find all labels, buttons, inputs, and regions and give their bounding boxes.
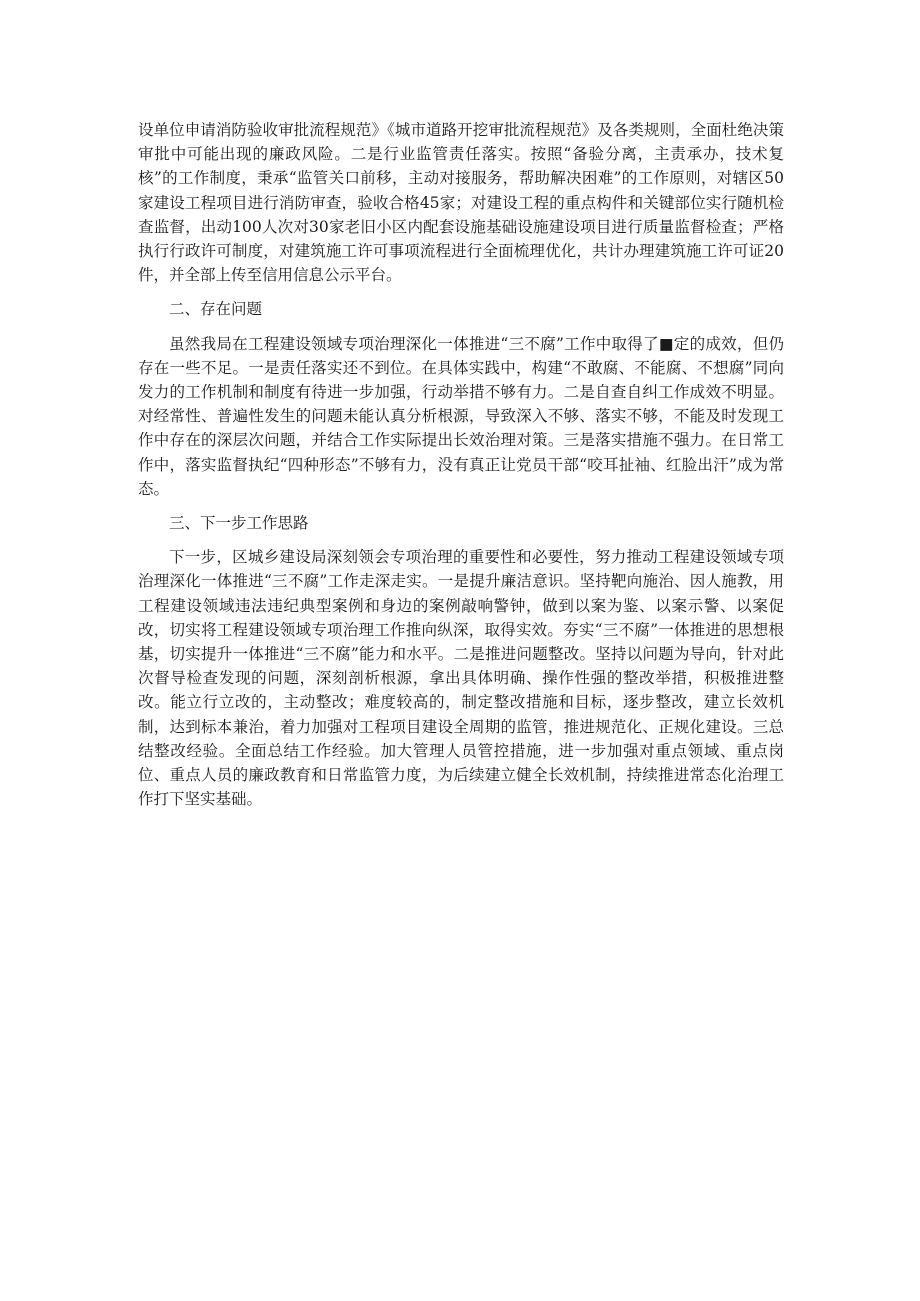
document-body (138, 118, 784, 811)
paragraph-next-steps: 下一步，区城乡建设局深刻领会专项治理的重要性和必要性，努力推动工程建设领域专项治理深化一体推进“三不腐”工作走深走实。一是提升廉洁意识。坚持靶向施治、因人施教，用工程建设领域违法违纪典型案例和身边的案例敲响警钟，做到以案为鉴、以案示警、以案促改，切实将工程建设领域专项治理工作推向纵深，取得实效。夯实“三不腐”一体推进的思想根基，切实提升一体推进“三不腐”能力和水平。二是推进问题整改。坚持以问题为导向，针对此次督导检查发现的问题，深刻剖析根源，拿出具体明确、操作性强的整改举措，积极推进整改。能立行立改的，主动整改；难度较高的，制定整改措施和目标，逐步整改，建立长效机制，达到标本兼治，着力加强对工程项目建设全周期的监管，推进规范化、正规化建设。三总结整改经验。全面总结工作经验。加大管理人员管控措施，进一步加强对重点领域、重点岗位、重点人员的廉政教育和日常监管力度，为后续建立健全长效机制，持续推进常态化治理工作打下坚实基础。 (138, 548, 784, 809)
section-heading-existing-problems: 二、存在问题 (169, 300, 263, 319)
section-heading-next-steps: 三、下一步工作思路 (169, 514, 309, 533)
paragraph-existing-problems: 虽然我局在工程建设领域专项治理深化一体推进“三不腐”工作中取得了■定的成效，但仍存在一些不足。一是责任落实还不到位。在具体实践中，构建“不敢腐、不能腐、不想腐”同向发力的工作机制和制度有待进一步加强，行动举措不够有力。二是自查自纠工作成效不明显。对经常性、普遍性发生的问题未能认真分析根源，导致深入不够、落实不够，不能及时发现工作中存在的深层次问题，并结合工作实际提出长效治理对策。三是落实措施不强力。在日常工作中，落实监督执纪“四种形态”不够有力，没有真正让党员干部“咬耳扯袖、红脸出汗”成为常态。 (138, 334, 784, 498)
paragraph-continued-measures: 设单位申请消防验收审批流程规范》《城市道路开挖审批流程规范》及各类规则，全面杜绝决策审批中可能出现的廉政风险。二是行业监管责任落实。按照“备验分离，主责承办，技术复核”的工作制度，秉承“监管关口前移，主动对接服务，帮助解决困难”的工作原则，对辖区50家建设工程项目进行消防审查，验收合格45家；对建设工程的重点构件和关键部位实行随机检查监督，出动100人次对30家老旧小区内配套设施基础设施建设项目进行质量监督检查；严格执行行政许可制度，对建筑施工许可事项流程进行全面梳理优化，共计办理建筑施工许可证20件，并全部上传至信用信息公示平台。 (138, 121, 784, 285)
